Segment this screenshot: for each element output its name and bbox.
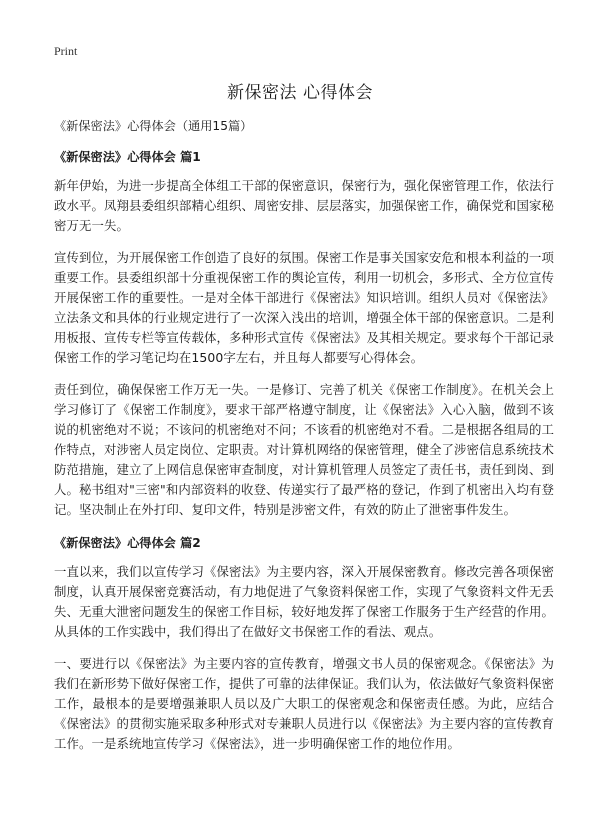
document-subtitle: 《新保密法》心得体会（通用15篇）	[54, 119, 253, 133]
section-1-paragraph-1: 新年伊始，为进一步提高全体组工干部的保密意识，保密行为，强化保密管理工作，依法行政水平。凤翔县委组织部精心组织、周密安排、层层落实，加强保密工作，确保党和国家秘密万无一失。	[54, 178, 554, 233]
article-body	[54, 117, 554, 766]
page-title: 新保密法 心得体会	[227, 83, 373, 103]
section-heading-1: 《新保密法》心得体会 篇1	[54, 150, 201, 164]
print-link[interactable]: Print	[54, 44, 78, 58]
section-1-paragraph-3: 责任到位，确保保密工作万无一失。一是修订、完善了机关《保密工作制度》。在机关会上学习修订了《保密工作制度》，要求干部严格遵守制度，让《保密法》入心入脑，做到不该说的机密绝对不说；不该问的机密绝对不问；不该看的机密绝对不看。二是根据各组局的工作特点，对涉密人员定岗位、定职责。对计算机网络的保密管理，健全了涉密信息系统技术防范措施，建立了上网信息保密审查制度，对计算机管理人员签定了责任书，责任到岗、到人。秘书组对"三密"和内部资料的收登、传递实行了最严格的登记，作到了机密出入均有登记。坚决制止在外打印、复印文件，特别是涉密文件，有效的防止了泄密事件发生。	[54, 382, 554, 517]
section-2-paragraph-1: 一直以来，我们以宣传学习《保密法》为主要内容，深入开展保密教育。修改完善各项保密制度，认真开展保密竞赛活动，有力地促进了气象资料保密工作，实现了气象资料文件无丢失、无重大泄密问题发生的保密工作目标，较好地发挥了保密工作服务于生产经营的作用。从具体的工作实践中，我们得出了在做好文书保密工作的看法、观点。	[54, 564, 554, 639]
section-2-paragraph-2: 一、要进行以《保密法》为主要内容的宣传教育，增强文书人员的保密观念。《保密法》为我们在新形势下做好保密工作，提供了可靠的法律保证。我们认为，依法做好气象资料保密工作，最根本的是要增强兼职人员以及广大职工的保密观念和保密责任感。为此，应结合《保密法》的贯彻实施采取多种形式对专兼职人员进行以《保密法》为主要内容的宣传教育工作。一是系统地宣传学习《保密法》，进一步明确保密工作的地位作用。	[54, 656, 554, 751]
section-1-paragraph-2: 宣传到位，为开展保密工作创造了良好的氛围。保密工作是事关国家安危和根本利益的一项重要工作。县委组织部十分重视保密工作的舆论宣传，利用一切机会，多形式、全方位宣传开展保密工作的重要性。一是对全体干部进行《保密法》知识培训。组织人员对《保密法》立法条文和具体的行业规定进行了一次深入浅出的培训，增强全体干部的保密意识。二是利用板报、宣传专栏等宣传载体，多种形式宣传《保密法》及其相关规定。要求每个干部记录保密工作的学习笔记均在1500字左右，并且每人都要写心得体会。	[54, 250, 554, 365]
section-heading-2: 《新保密法》心得体会 篇2	[54, 536, 201, 550]
